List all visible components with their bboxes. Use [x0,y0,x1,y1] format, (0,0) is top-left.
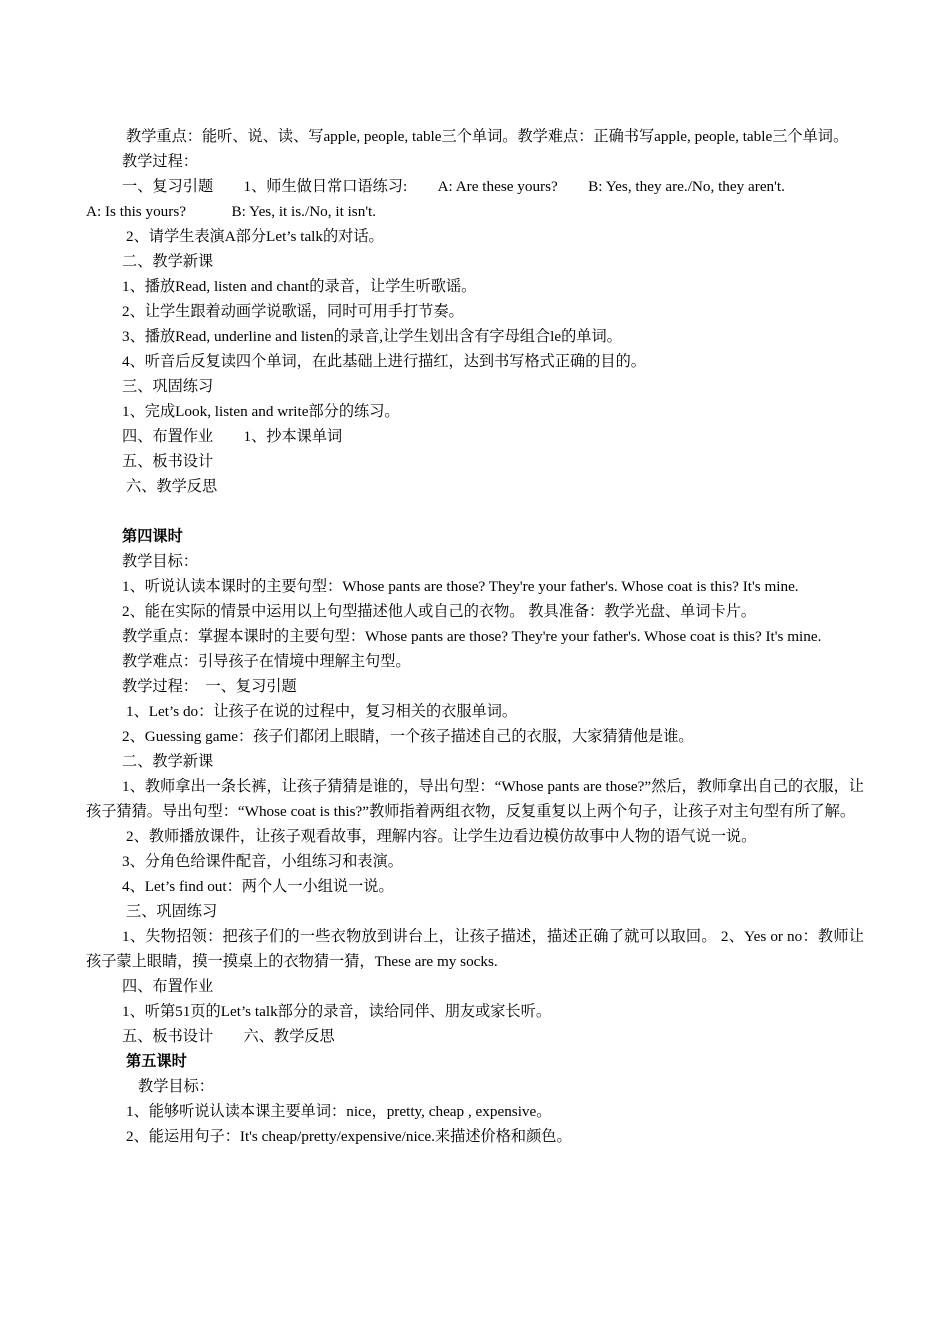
lesson4-review-1: 1、Let’s do：让孩子在说的过程中，复习相关的衣服单词。 [126,703,518,720]
lesson3-review-line-1: 一、复习引题 1、师生做日常口语练习: A: Are these yours? B: Yes, they are./No, they aren't. [122,178,785,195]
lesson3-new-2: 2、让学生跟着动画学说歌谣，同时可用手打节奏。 [122,303,464,320]
lesson4-focus: 教学重点：掌握本课时的主要句型：Whose pants are those? They're your father's. Whose coat is this? It's mine. [122,628,822,645]
lesson4-new-2: 2、教师播放课件，让孩子观看故事，理解内容。让学生边看边模仿故事中人物的语气说一说。 [126,828,757,845]
lesson5-heading [86,1049,864,1074]
lesson4-practice-1: 1、失物招领：把孩子们的一些衣物放到讲台上，让孩子描述，描述正确了就可以取回。 2、Yes or no：教师让孩子蒙上眼睛，摸一摸桌上的衣物猜一猜，These are my socks. [86,928,864,970]
lesson4-goal-title: 教学目标： [122,553,198,570]
lesson4-new-3: 3、分角色给课件配音，小组练习和表演。 [122,853,403,870]
lesson3-board: 五、板书设计 [122,453,214,470]
lesson4-homework-title: 四、布置作业 [122,978,214,995]
lesson5-goal-2: 2、能运用句子：It's cheap/pretty/expensive/nice.来描述价格和颜色。 [126,1128,572,1145]
lesson4-difficulty: 教学难点：引导孩子在情境中理解主句型。 [122,653,411,670]
lesson4-new-title: 二、教学新课 [122,753,214,770]
lesson4-heading [86,524,864,549]
lesson4-new-4: 4、Let’s find out：两个人一小组说一说。 [122,878,394,895]
lesson5-goal-1: 1、能够听说认读本课主要单词：nice，pretty, cheap , expensive。 [126,1103,552,1120]
lesson5-heading-text: 第五课时 [126,1053,187,1070]
lesson4-new-1: 1、教师拿出一条长裤，让孩子猜猜是谁的，导出句型：“Whose pants are those?”然后，教师拿出自己的衣服，让孩子猜猜。导出句型：“Whose coat is this?”教师指着两组衣物，反复重复以上两个句子，让孩子对主句型有所了解。 [86,778,864,820]
lesson4-goal-1: 1、听说认读本课时的主要句型：Whose pants are those? They're your father's. Whose coat is this? It's mine. [122,578,799,595]
lesson3-reflection: 六、教学反思 [126,478,218,495]
lesson3-new-3: 3、播放Read, underline and listen的录音,让学生划出含有字母组合le的单词。 [122,328,622,345]
lesson4-goal-2: 2、能在实际的情景中运用以上句型描述他人或自己的衣物。 教具准备：教学光盘、单词卡片。 [122,603,757,620]
lesson3-process-title: 教学过程： [122,153,198,170]
document-body [86,124,864,1149]
lesson4-practice-title: 三、巩固练习 [126,903,218,920]
lesson3-new-4: 4、听音后反复读四个单词，在此基础上进行描红，达到书写格式正确的目的。 [122,353,646,370]
lesson3-new-1: 1、播放Read, listen and chant的录音，让学生听歌谣。 [122,278,477,295]
lesson4-board-reflection: 五、板书设计 六、教学反思 [122,1028,335,1045]
section-spacer [86,499,864,524]
lesson4-review-2: 2、Guessing game：孩子们都闭上眼睛，一个孩子描述自己的衣服，大家猜猜他是谁。 [122,728,694,745]
lesson4-heading-text: 第四课时 [122,528,183,545]
lesson5-goal-title: 教学目标： [138,1078,214,1095]
lesson3-homework: 四、布置作业 1、抄本课单词 [122,428,343,445]
lesson3-focus: 教学重点：能听、说、读、写apple, people, table三个单词。教学难点：正确书写apple, people, table三个单词。 [126,128,849,145]
lesson3-practice-1: 1、完成Look, listen and write部分的练习。 [122,403,400,420]
lesson3-review-2: 2、请学生表演A部分Let’s talk的对话。 [126,228,384,245]
lesson4-homework-1: 1、听第51页的Let’s talk部分的录音，读给同伴、朋友或家长听。 [122,1003,552,1020]
lesson3-review-line-2: A: Is this yours? B: Yes, it is./No, it isn't. [86,203,377,220]
lesson4-process: 教学过程： 一、复习引题 [122,678,297,695]
lesson3-new-title: 二、教学新课 [122,253,214,270]
lesson3-practice-title: 三、巩固练习 [122,378,214,395]
